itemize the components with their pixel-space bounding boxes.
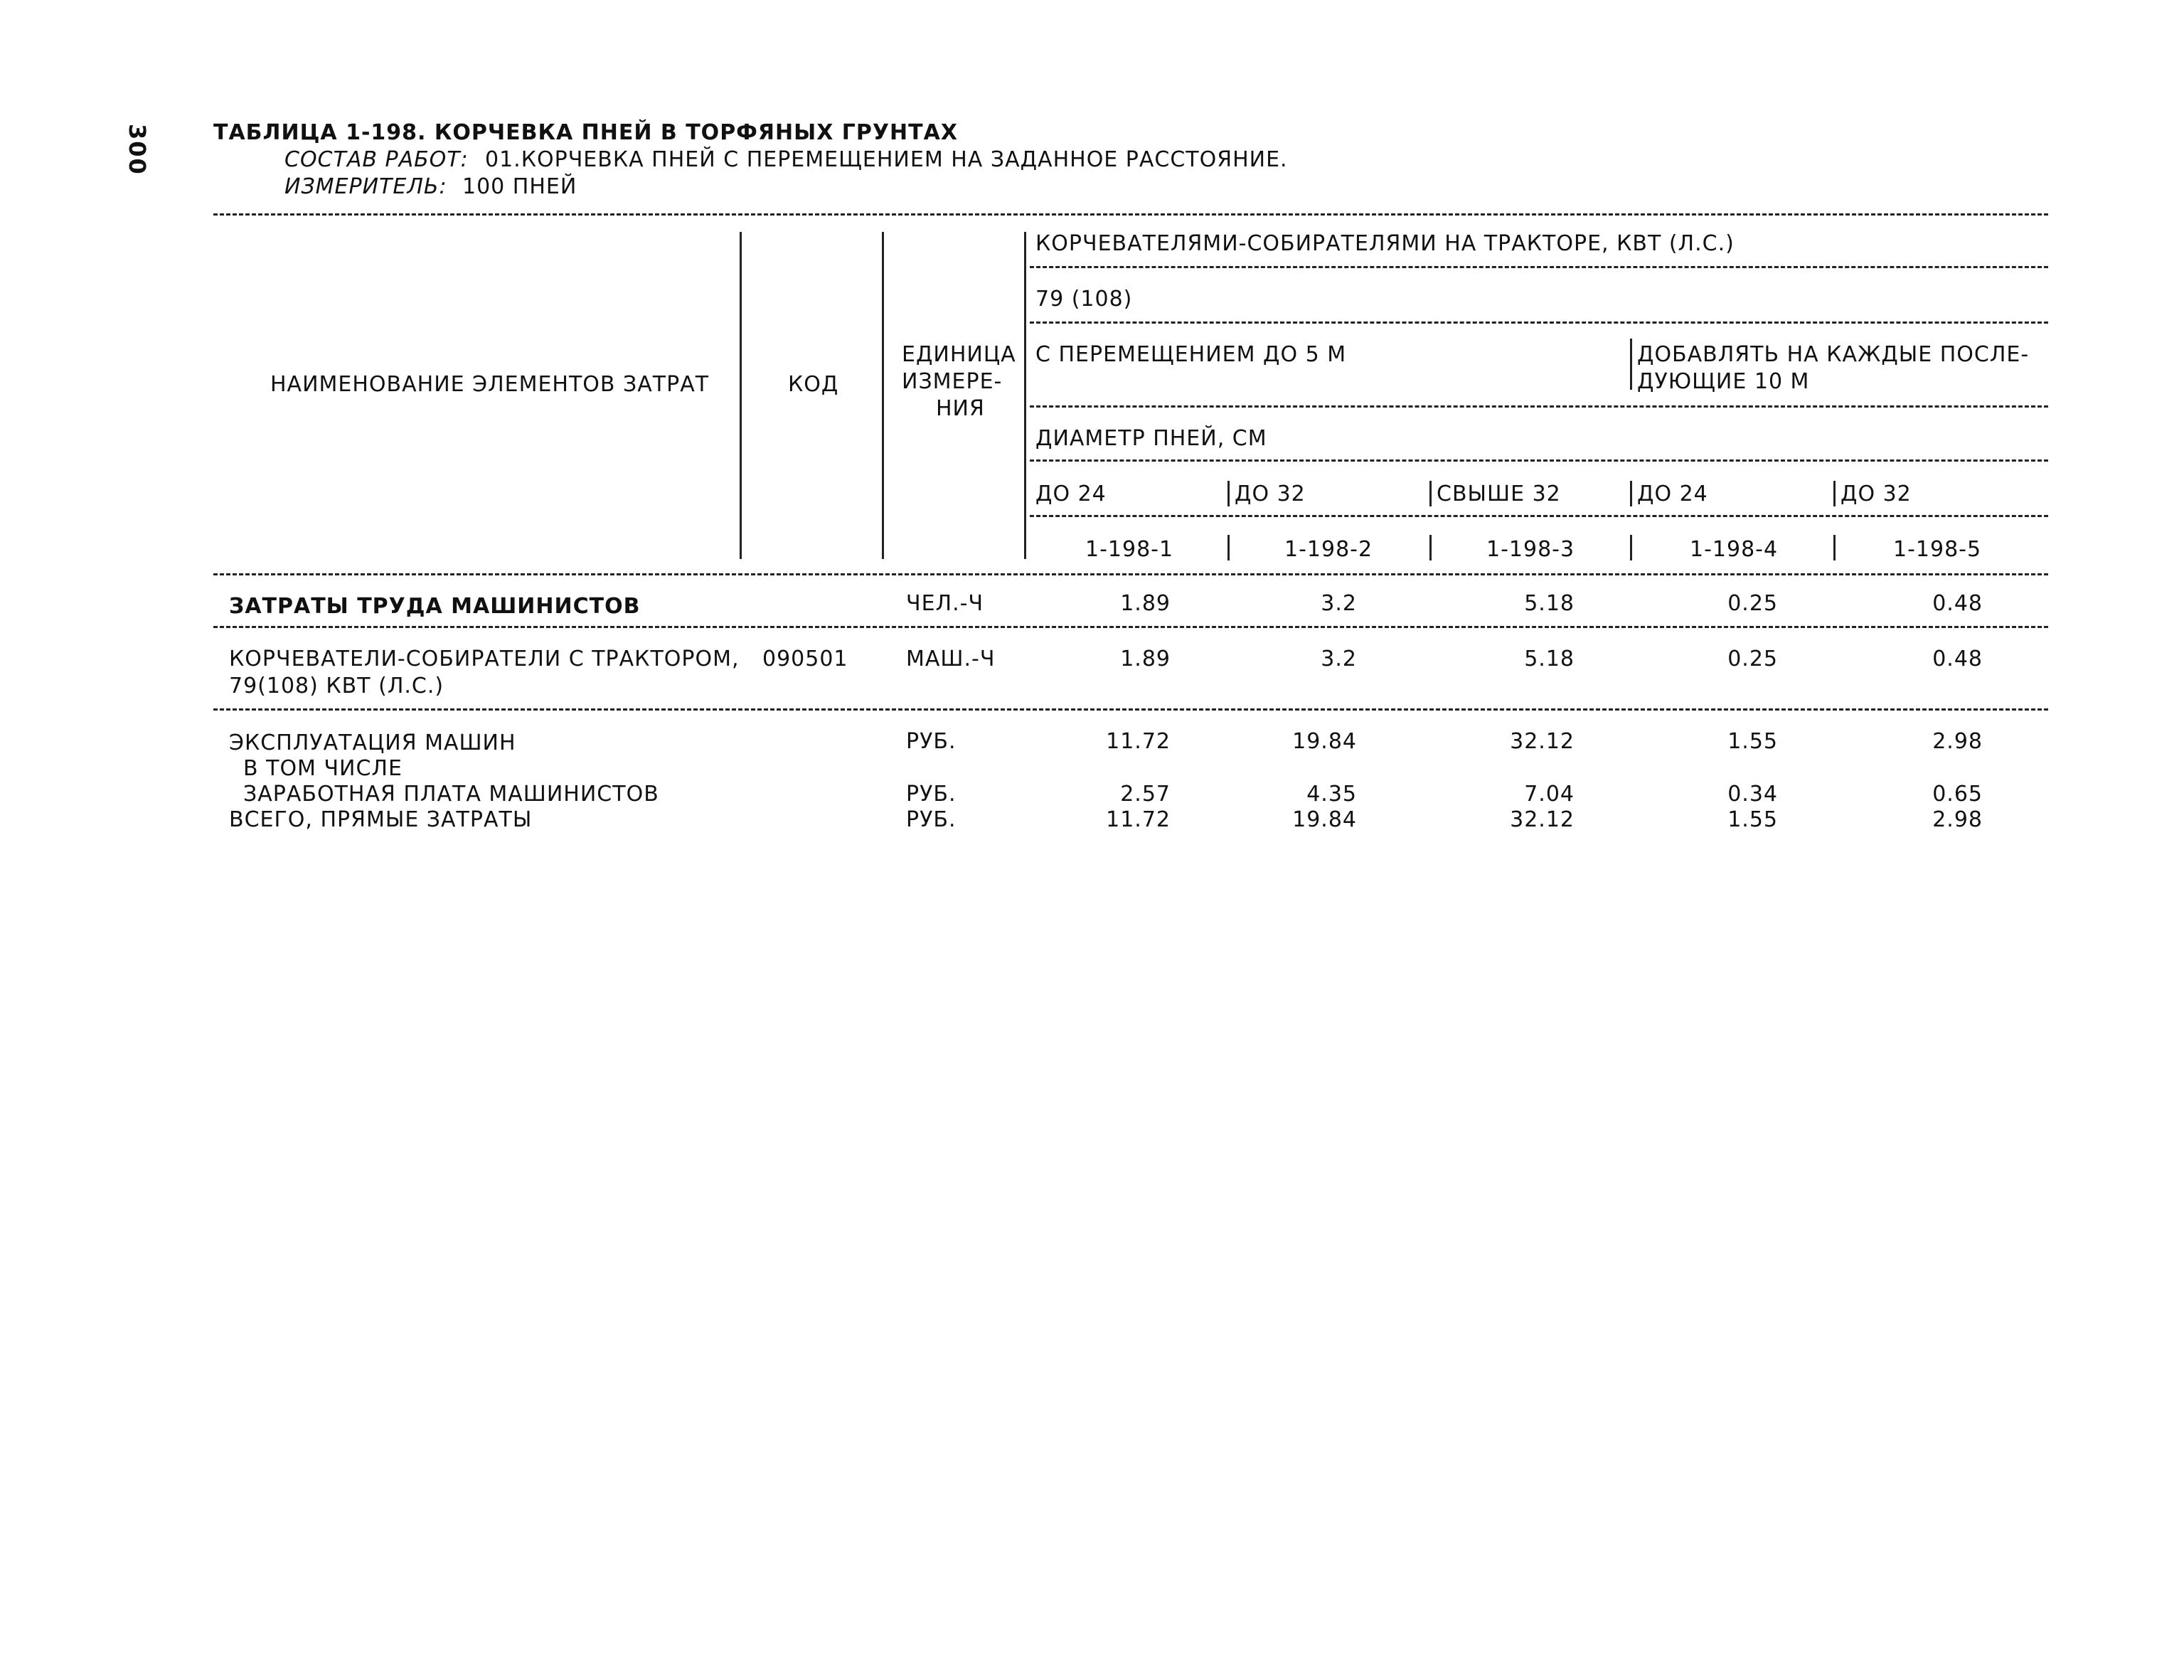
row2-name-1: КОРЧЕВАТЕЛИ-СОБИРАТЕЛИ С ТРАКТОРОМ, — [229, 647, 740, 671]
row3-name: ЭКСПЛУАТАЦИЯ МАШИН — [229, 730, 516, 755]
header-move: С ПЕРЕМЕЩЕНИЕМ ДО 5 М — [1035, 342, 1347, 367]
vrule-c2 — [1227, 535, 1230, 560]
measure-label: ИЗМЕРИТЕЛЬ: — [284, 174, 447, 199]
header-add-2: ДУЮЩИЕ 10 М — [1637, 369, 1810, 394]
header-add-1: ДОБАВЛЯТЬ НА КАЖДЫЕ ПОСЛЕ- — [1637, 342, 2030, 367]
rule-row2 — [213, 708, 2048, 711]
rule-header-bottom — [213, 573, 2048, 575]
row1-val5: 0.48 — [1932, 591, 1983, 616]
row6-name: ВСЕГО, ПРЯМЫЕ ЗАТРАТЫ — [229, 807, 533, 832]
measure-text: 100 ПНЕЙ — [462, 174, 577, 199]
header-unit-3: НИЯ — [936, 396, 985, 421]
row5-val2: 4.35 — [1306, 782, 1357, 807]
row5-name: ЗАРАБОТНАЯ ПЛАТА МАШИНИСТОВ — [243, 782, 659, 807]
vrule-values — [1024, 232, 1026, 559]
vrule-d5 — [1833, 481, 1836, 506]
row6-val2: 19.84 — [1292, 807, 1357, 832]
vrule-add — [1630, 339, 1632, 390]
row5-val3: 7.04 — [1524, 782, 1575, 807]
row1-unit: ЧЕЛ.-Ч — [906, 591, 984, 616]
rule-diamcols — [1030, 515, 2048, 517]
diam-col-4: ДО 24 — [1637, 482, 1708, 506]
header-unit-2: ИЗМЕРЕ- — [902, 369, 1003, 394]
work-label: СОСТАВ РАБОТ: — [284, 147, 469, 172]
row2-val3: 5.18 — [1524, 647, 1575, 671]
vrule-unit — [882, 232, 884, 559]
row3-val4: 1.55 — [1727, 729, 1778, 754]
page-number: 300 — [124, 124, 151, 176]
row6-val4: 1.55 — [1727, 807, 1778, 832]
header-group: КОРЧЕВАТЕЛЯМИ-СОБИРАТЕЛЯМИ НА ТРАКТОРЕ, КВТ (Л.С.) — [1035, 231, 1735, 256]
diam-col-1: ДО 24 — [1035, 482, 1107, 506]
row6-val5: 2.98 — [1932, 807, 1983, 832]
vrule-code — [740, 232, 742, 559]
diam-col-5: ДО 32 — [1841, 482, 1912, 506]
row1-val4: 0.25 — [1727, 591, 1778, 616]
row3-val2: 19.84 — [1292, 729, 1357, 754]
row1-val1: 1.89 — [1120, 591, 1171, 616]
table-title: ТАБЛИЦА 1-198. КОРЧЕВКА ПНЕЙ В ТОРФЯНЫХ ГРУНТАХ — [213, 120, 958, 145]
row3-val5: 2.98 — [1932, 729, 1983, 754]
vrule-d4 — [1630, 481, 1632, 506]
vrule-d3 — [1429, 481, 1432, 506]
header-code: КОД — [788, 372, 839, 397]
row6-val3: 32.12 — [1510, 807, 1575, 832]
row2-val5: 0.48 — [1932, 647, 1983, 671]
row3-val1: 11.72 — [1106, 729, 1171, 754]
row5-val5: 0.65 — [1932, 782, 1983, 807]
row3-unit: РУБ. — [906, 729, 957, 754]
row2-name-2: 79(108) КВТ (Л.С.) — [229, 674, 444, 698]
rule-row1 — [213, 626, 2048, 628]
row2-val2: 3.2 — [1321, 647, 1357, 671]
row6-unit: РУБ. — [906, 807, 957, 832]
row2-code: 090501 — [762, 647, 848, 671]
row1-name: ЗАТРАТЫ ТРУДА МАШИНИСТОВ — [229, 594, 641, 619]
row2-val4: 0.25 — [1727, 647, 1778, 671]
work-text: 01.КОРЧЕВКА ПНЕЙ С ПЕРЕМЕЩЕНИЕМ НА ЗАДАННОЕ РАССТОЯНИЕ. — [485, 147, 1288, 172]
row2-val1: 1.89 — [1120, 647, 1171, 671]
row1-val3: 5.18 — [1524, 591, 1575, 616]
code-col-3: 1-198-3 — [1486, 537, 1575, 562]
code-col-1: 1-198-1 — [1085, 537, 1174, 562]
header-diameter: ДИАМЕТР ПНЕЙ, СМ — [1035, 426, 1267, 451]
diam-col-3: СВЫШЕ 32 — [1437, 482, 1561, 506]
row4-name: В ТОМ ЧИСЛЕ — [243, 756, 403, 781]
row5-val4: 0.34 — [1727, 782, 1778, 807]
header-unit-1: ЕДИНИЦА — [902, 342, 1016, 367]
code-col-2: 1-198-2 — [1284, 537, 1373, 562]
rule-move — [1030, 405, 2048, 408]
rule-group — [1030, 266, 2048, 268]
row6-val1: 11.72 — [1106, 807, 1171, 832]
rule-top — [213, 213, 2048, 216]
rule-power — [1030, 321, 2048, 324]
rule-diameter — [1030, 459, 2048, 462]
row3-val3: 32.12 — [1510, 729, 1575, 754]
row5-unit: РУБ. — [906, 782, 957, 807]
diam-col-2: ДО 32 — [1235, 482, 1306, 506]
row1-val2: 3.2 — [1321, 591, 1357, 616]
header-power: 79 (108) — [1035, 287, 1133, 312]
code-col-5: 1-198-5 — [1893, 537, 1982, 562]
header-name: НАИМЕНОВАНИЕ ЭЛЕМЕНТОВ ЗАТРАТ — [270, 372, 710, 397]
vrule-c3 — [1429, 535, 1432, 560]
vrule-c4 — [1630, 535, 1632, 560]
row5-val1: 2.57 — [1120, 782, 1171, 807]
code-col-4: 1-198-4 — [1690, 537, 1779, 562]
row2-unit: МАШ.-Ч — [906, 647, 996, 671]
vrule-c5 — [1833, 535, 1836, 560]
vrule-d2 — [1227, 481, 1230, 506]
